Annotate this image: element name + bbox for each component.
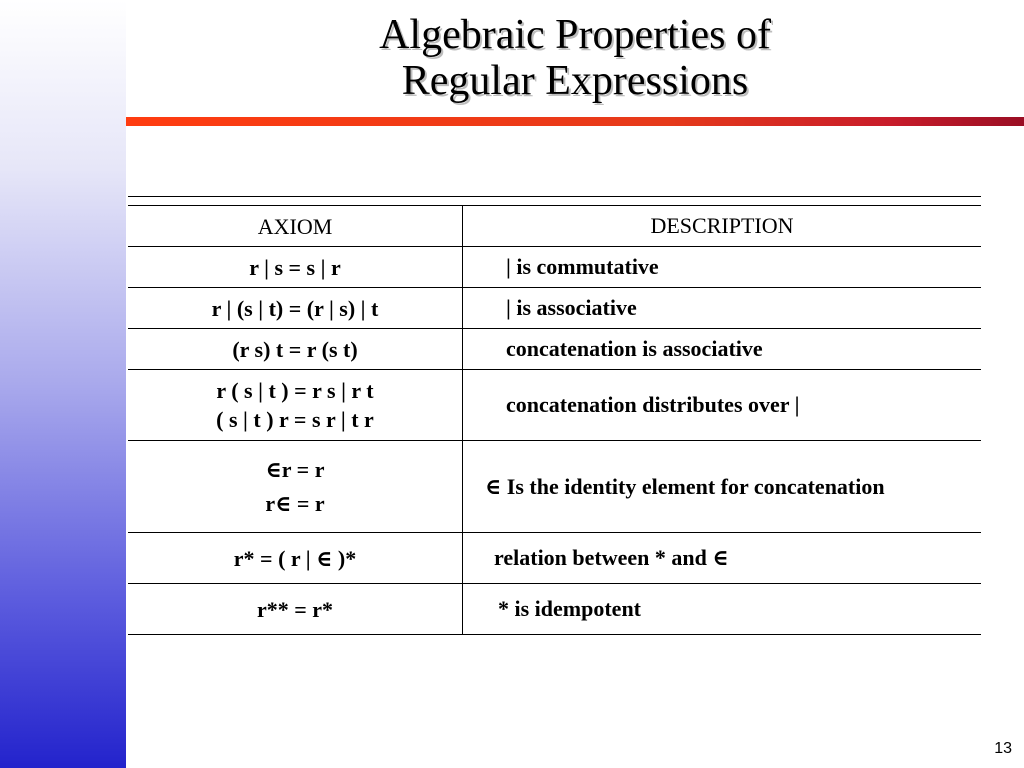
table-row: [128, 533, 981, 584]
table-header-row: [128, 206, 981, 247]
title-line-2: Regular Expressions: [401, 58, 749, 104]
axiom-line: ∈r = r: [265, 456, 325, 482]
axiom-cell: [128, 288, 462, 328]
axiom-line: ( s | t ) r = s r | t r: [216, 407, 374, 432]
table-row: [128, 288, 981, 329]
title-line-1: Algebraic Properties of: [379, 12, 771, 58]
description-cell: | is associative: [506, 295, 637, 320]
title-underline-rule: [126, 117, 1024, 126]
table-row: [128, 329, 981, 370]
axiom-cell: [128, 370, 462, 440]
description-cell: relation between * and ∈: [494, 545, 729, 570]
axiom-cell: [128, 441, 462, 532]
table-grid: [128, 205, 981, 635]
description-cell: | is commutative: [506, 254, 659, 279]
axiom-cell: [128, 584, 462, 634]
axiom-cell: [128, 329, 462, 369]
axiom-line: r | (s | t) = (r | s) | t: [211, 295, 379, 321]
description-cell: * is idempotent: [498, 596, 641, 621]
description-cell: concatenation distributes over |: [506, 392, 800, 417]
table-row: [128, 247, 981, 288]
axiom-line: r∈ = r: [265, 490, 325, 516]
table-row: [128, 370, 981, 441]
axiom-cell: [128, 247, 462, 287]
axiom-table: [128, 196, 981, 635]
header-axiom: AXIOM: [257, 213, 333, 239]
axiom-line: r* = ( r | ∈ )*: [233, 545, 357, 571]
description-cell: concatenation is associative: [506, 336, 763, 361]
header-description: DESCRIPTION: [650, 213, 794, 238]
axiom-line: (r s) t = r (s t): [232, 336, 358, 362]
axiom-cell: [128, 533, 462, 583]
description-cell: ∈ Is the identity element for concatenation: [485, 473, 885, 499]
axiom-line: r** = r*: [256, 596, 334, 622]
page-number: 13: [994, 740, 1012, 757]
table-row: [128, 584, 981, 635]
axiom-line: r ( s | t ) = r s | r t: [216, 378, 374, 403]
table-row: [128, 441, 981, 533]
table-top-line: [128, 196, 981, 197]
slide-title: [126, 12, 1024, 104]
sidebar-gradient: [0, 0, 126, 768]
axiom-line: r | s = s | r: [249, 254, 341, 280]
